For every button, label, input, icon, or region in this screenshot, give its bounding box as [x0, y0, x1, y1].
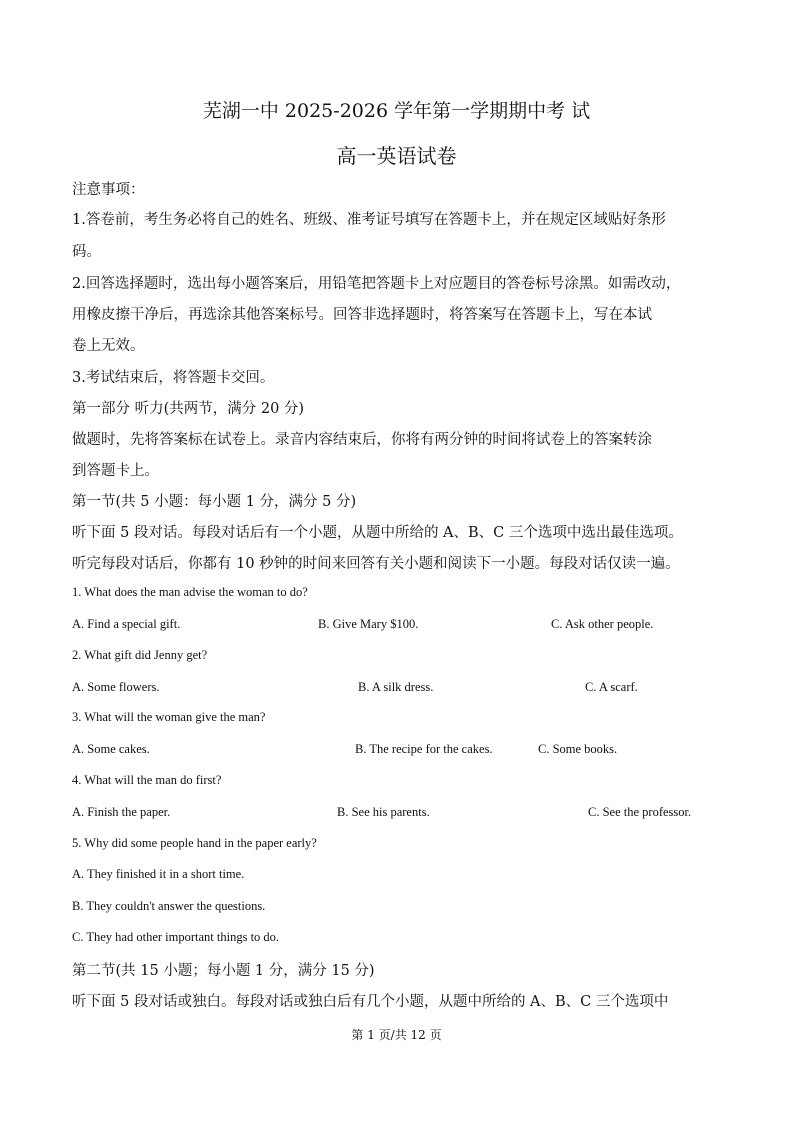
part1-intro: 做题时，先将答案标在试卷上。录音内容结束后，你将有两分钟的时间将试卷上的答案转涂 — [72, 432, 652, 448]
q2-option-c: C. A scarf. — [585, 680, 638, 694]
q1-option-c: C. Ask other people. — [551, 617, 654, 631]
q4-option-a: A. Finish the paper. — [72, 805, 171, 819]
section1-heading: 第一节(共 5 小题：每小题 1 分，满分 5 分) — [72, 494, 357, 510]
question-3: 3. What will the woman give the man? — [72, 710, 266, 724]
notice-heading: 注意事项： — [72, 182, 145, 198]
q4-option-c: C. See the professor. — [588, 805, 692, 819]
part1-intro-cont: 到答题卡上。 — [72, 463, 159, 479]
section1-intro: 听下面 5 段对话。每段对话后有一个小题，从题中所给的 A、B、C 三个选项中选出最佳选项。 — [72, 525, 683, 541]
question-1: 1. What does the man advise the woman to do? — [72, 585, 308, 599]
section1-intro-cont: 听完每段对话后，你都有 10 秒钟的时间来回答有关小题和阅读下一小题。每段对话仅读一遍。 — [72, 556, 680, 572]
q5-option-a: A. They finished it in a short time. — [72, 867, 245, 881]
q3-option-b: B. The recipe for the cakes. — [355, 742, 493, 756]
q4-option-b: B. See his parents. — [337, 805, 430, 819]
q5-option-b: B. They couldn't answer the questions. — [72, 899, 266, 913]
notice-item-2-end: 卷上无效。 — [72, 338, 145, 354]
exam-subtitle: 高一英语试卷 — [336, 144, 457, 168]
exam-title: 芜湖一中 2025-2026 学年第一学期期中考 试 — [202, 100, 591, 122]
section2-intro: 听下面 5 段对话或独白。每段对话或独白后有几个小题，从题中所给的 A、B、C 三个选项中 — [72, 994, 669, 1010]
notice-item-2: 2.回答选择题时，选出每小题答案后，用铅笔把答题卡上对应题目的答卷标号涂黑。如需改动， — [72, 276, 681, 292]
q3-option-c: C. Some books. — [538, 742, 618, 756]
notice-item-2-cont: 用橡皮擦干净后，再选涂其他答案标号。回答非选择题时，将答案写在答题卡上，写在本试 — [72, 307, 652, 323]
q1-option-a: A. Find a special gift. — [72, 617, 181, 631]
q3-option-a: A. Some cakes. — [72, 742, 150, 756]
question-5: 5. Why did some people hand in the paper early? — [72, 836, 317, 850]
question-2: 2. What gift did Jenny get? — [72, 648, 208, 662]
part1-heading: 第一部分 听力(共两节，满分 20 分) — [72, 401, 305, 417]
notice-item-1-cont: 码。 — [72, 244, 101, 260]
q5-option-c: C. They had other important things to do. — [72, 930, 280, 944]
notice-item-3: 3.考试结束后，将答题卡交回。 — [72, 370, 275, 386]
q1-option-b: B. Give Mary $100. — [318, 617, 419, 631]
page-number: 第 1 页/共 12 页 — [351, 1028, 442, 1042]
section2-heading: 第二节(共 15 小题；每小题 1 分，满分 15 分) — [72, 963, 375, 979]
notice-item-1: 1.答卷前，考生务必将自己的姓名、班级、准考证号填写在答题卡上，并在规定区域贴好条形 — [72, 212, 666, 228]
q2-option-b: B. A silk dress. — [358, 680, 434, 694]
question-4: 4. What will the man do first? — [72, 773, 222, 787]
q2-option-a: A. Some flowers. — [72, 680, 160, 694]
